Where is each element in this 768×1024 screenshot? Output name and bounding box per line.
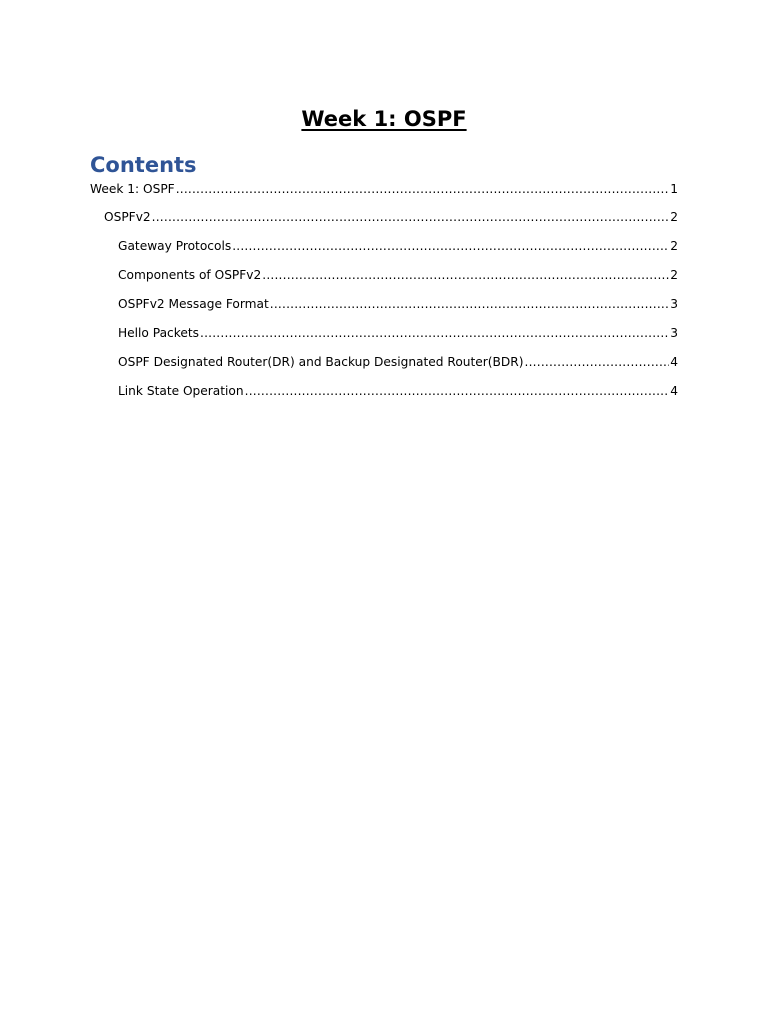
toc-page-number: 3 (670, 326, 678, 340)
toc-dot-leader (245, 383, 670, 399)
toc-page-number: 3 (670, 297, 678, 311)
toc-page-number: 2 (670, 210, 678, 224)
toc-page-number: 4 (670, 355, 678, 369)
toc-entry-text: Link State Operation (118, 384, 244, 398)
toc-entry-ospfv2[interactable] (104, 209, 678, 225)
document-title: Week 1: OSPF (301, 107, 467, 131)
toc-entry-text: Gateway Protocols (118, 239, 232, 253)
toc-entry-text: OSPF Designated Router(DR) and Backup Designated Router(BDR) (118, 355, 524, 369)
toc-dot-leader (262, 267, 669, 283)
toc-entry-text: Hello Packets (118, 326, 199, 340)
toc-dot-leader (525, 354, 670, 370)
toc-entry-text: OSPFv2 Message Format (118, 297, 269, 311)
toc-entry-components-of-ospfv2[interactable] (118, 267, 678, 283)
toc-page-number: 1 (670, 182, 678, 196)
toc-page-number: 4 (670, 384, 678, 398)
toc-entry-text: Week 1: OSPF (90, 182, 175, 196)
toc-dot-leader (232, 238, 669, 254)
toc-entry-week-1-ospf[interactable] (90, 181, 678, 197)
toc-dot-leader (176, 181, 670, 197)
toc-entry-gateway-protocols[interactable] (118, 238, 678, 254)
toc-entry-ospfv2-message-format[interactable] (118, 296, 678, 312)
toc-entry-ospf-dr-bdr[interactable] (118, 354, 678, 370)
toc-dot-leader (270, 296, 669, 312)
toc-entry-link-state-operation[interactable] (118, 383, 678, 399)
toc-dot-leader (152, 209, 670, 225)
toc-page-number: 2 (670, 268, 678, 282)
toc-entry-text: Components of OSPFv2 (118, 268, 262, 282)
toc-entry-text: OSPFv2 (104, 210, 151, 224)
toc-entry-hello-packets[interactable] (118, 325, 678, 341)
toc-page-number: 2 (670, 239, 678, 253)
toc-dot-leader (200, 325, 669, 341)
toc-heading: Contents (90, 153, 197, 177)
